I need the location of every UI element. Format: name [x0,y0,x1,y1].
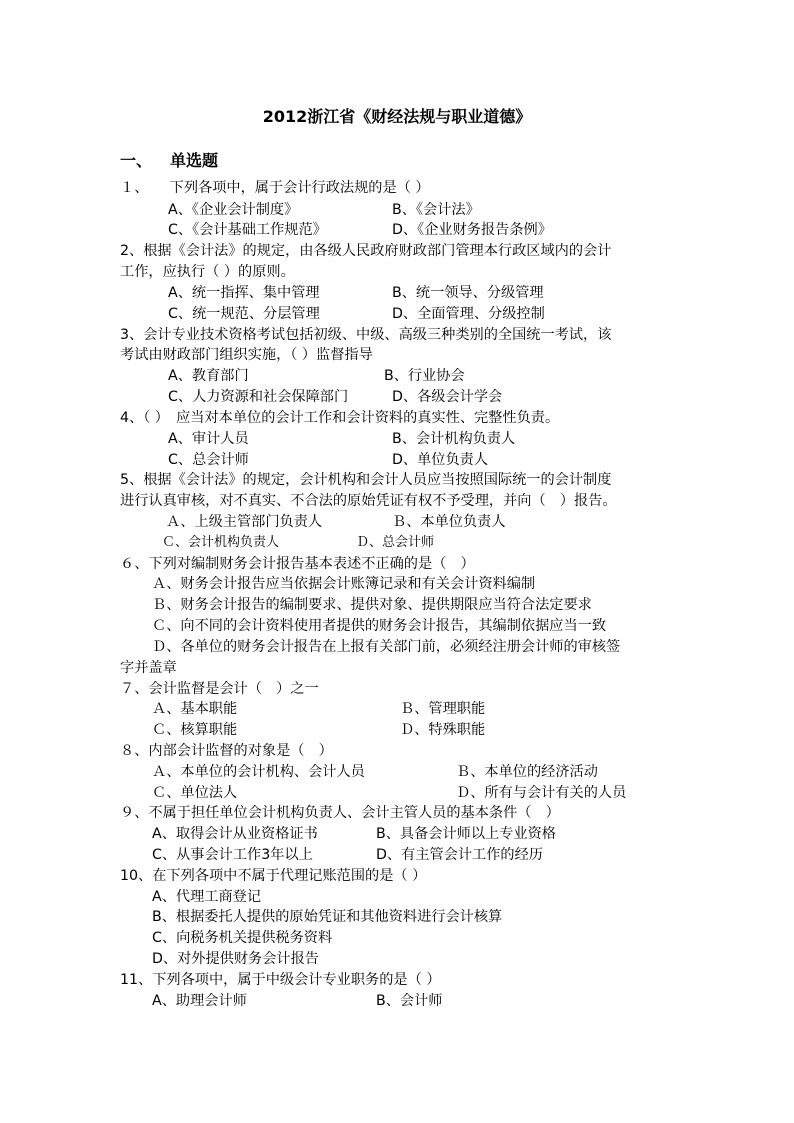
question-9-option-d: D、有主管会计工作的经历 [376,847,543,863]
question-8-option-c: Ｃ、单位法人 [152,785,238,801]
question-3-stem-line-2: 考试由财政部门组织实施，（ ）监督指导 [120,347,373,363]
question-4-option-a: A、审计人员 [168,431,249,447]
question-10-option-b: B、根据委托人提供的原始凭证和其他资料进行会计核算 [152,909,503,925]
question-8-option-d: Ｄ、所有与会计有关的人员 [456,785,627,801]
document-title: 2012浙江省《财经法规与职业道德》 [262,107,532,126]
question-8-option-b: Ｂ、本单位的经济活动 [456,764,598,780]
question-6-option-d-line-2: 字并盖章 [120,660,177,676]
question-10-option-d: D、对外提供财务会计报告 [152,951,319,967]
question-10-option-a: A、代理工商登记 [152,889,262,905]
question-4-option-c: C、总会计师 [168,452,249,468]
question-6-option-a: Ａ、财务会计报告应当依据会计账簿记录和有关会计资料编制 [152,576,536,592]
question-5-option-d: Ｄ、总会计师 [356,535,435,550]
section-label: 单选题 [170,151,219,170]
question-9-option-a: A、取得会计从业资格证书 [152,826,318,842]
question-3-option-c: C、人力资源和社会保障部门 [168,389,349,405]
question-4-option-b: B、会计机构负责人 [392,431,516,447]
question-5-option-a: Ａ、上级主管部门负责人 [166,514,323,530]
question-10-option-c: C、向税务机关提供税务资料 [152,930,333,946]
question-9-stem: ９、不属于担任单位会计机构负责人、会计主管人员的基本条件（ ） [120,805,560,821]
question-6-stem: ６、下列对编制财务会计报告基本表述不正确的是（ ） [120,556,475,572]
question-5-option-c: Ｃ、会计机构负责人 [162,535,280,550]
question-2-option-c: C、统一规范、分层管理 [168,306,320,322]
question-5-option-b: Ｂ、本单位负责人 [392,514,506,530]
question-6-option-b: Ｂ、财务会计报告的编制要求、提供对象、提供期限应当符合法定要求 [152,597,592,613]
question-11-stem: 11、下列各项中，属于中级会计专业职务的是（ ） [120,972,441,988]
question-3-option-a: A、教育部门 [168,368,249,384]
question-7-option-b: Ｂ、管理职能 [400,701,486,717]
question-7-stem: ７、会计监督是会计（ ）之一 [120,681,319,697]
question-6-option-d-line-1: Ｄ、各单位的财务会计报告在上报有关部门前，必须经注册会计师的审核签 [152,639,621,655]
question-1-option-c: C、《会计基础工作规范》 [168,222,327,238]
question-7-option-a: Ａ、基本职能 [152,701,238,717]
question-7-option-c: Ｃ、核算职能 [152,722,238,738]
question-9-option-c: C、从事会计工作3年以上 [152,847,313,863]
question-5-stem-line-1: 5、根据《会计法》的规定，会计机构和会计人员应当按照国际统一的会计制度 [120,472,612,488]
question-11-option-b: B、会计师 [376,993,443,1009]
question-11-option-a: A、助理会计师 [152,993,247,1009]
question-2-stem-line-2: 工作，应执行（ ）的原则。 [120,264,295,280]
question-1-option-a: A、《企业会计制度》 [168,202,299,218]
question-2-option-b: B、统一领导、分级管理 [392,285,544,301]
question-3-stem-line-1: 3、会计专业技术资格考试包括初级、中级、高级三种类别的全国统一考试，该 [120,327,612,343]
question-3-option-d: D、各级会计学会 [392,389,503,405]
question-2-option-d: D、全面管理、分级控制 [392,306,545,322]
question-3-option-b: B、行业协会 [384,368,465,384]
question-1-option-b: B、《会计法》 [392,202,480,218]
question-4-option-d: D、单位负责人 [392,452,489,468]
question-4-stem: 4、（ ） 应当对本单位的会计工作和会计资料的真实性、完整性负责。 [120,410,560,426]
question-9-option-b: B、具备会计师以上专业资格 [376,826,556,842]
question-2-option-a: A、统一指挥、集中管理 [168,285,320,301]
question-5-stem-line-2: 进行认真审核，对不真实、不合法的原始凭证有权不予受理，并向（ ）报告。 [120,493,617,509]
question-8-stem: ８、内部会计监督的对象是（ ） [120,743,333,759]
question-10-stem: 10、在下列各项中不属于代理记账范围的是（ ） [120,868,427,884]
section-number: 一、 [120,151,153,170]
question-1-stem: １、 下列各项中，属于会计行政法规的是（ ） [120,180,430,196]
question-6-option-c: Ｃ、向不同的会计资料使用者提供的财务会计报告，其编制依据应当一致 [152,618,607,634]
section-heading [120,148,218,171]
question-8-option-a: Ａ、本单位的会计机构、会计人员 [152,764,365,780]
question-2-stem-line-1: 2、根据《会计法》的规定，由各级人民政府财政部门管理本行政区域内的会计 [120,243,612,259]
question-1-option-d: D、《企业财务报告条例》 [392,222,552,238]
question-7-option-d: Ｄ、特殊职能 [400,722,486,738]
